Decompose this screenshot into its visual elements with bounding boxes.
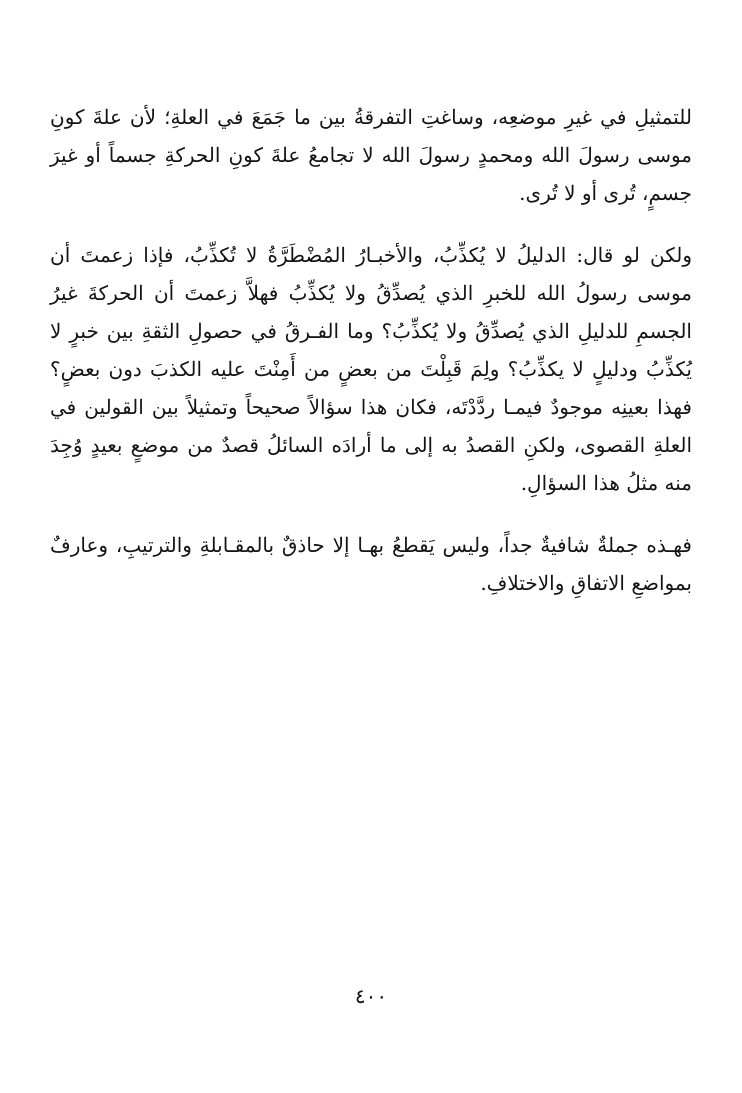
paragraph-3: فهـذه جملةٌ شافيةٌ جداً، وليس يَقطعُ بهـا إلا حاذقٌ بالمقـابلةِ والترتيبِ، وعارفٌ بمواضعِ الاتفاقِ والاختلافِ.	[50, 533, 692, 595]
paragraph-1: للتمثيلِ في غيرِ موضعِه، وساغتِ التفرقةُ بين ما جَمَعَ في العلةِ؛ لأن علةَ كونِ موسى رسولَ الله ومحمدٍ رسولَ الله لا تجامعُ علةَ كونِ الحركةِ جسماً أو غيرَ جسمٍ، تُرى أو لا تُرى.	[50, 105, 692, 205]
page-number: ٤٠٠	[354, 984, 388, 1008]
paragraph-2: ولكن لو قال: الدليلُ لا يُكذِّبُ، والأخبـارُ المُضْطَرَّةُ لا تُكذِّبُ، فإذا زعمتَ أن موسى رسولُ الله للخبرِ الذي يُصدِّقُ ولا يُكذِّبُ فهلاَّ زعمتَ أن الحركةَ غيرُ الجسمِ للدليلِ الذي يُصدِّقُ ولا يُكذِّبُ؟ وما الفـرقُ في حصولِ الثقةِ بين خبرٍ لا يُكذِّبُ ودليلٍ لا يكذِّبُ؟ ولِمَ قَبِلْتَ من بعضٍ من أَمِنْتَ عليه الكذبَ دون بعضٍ؟ فهذا بعينِه موجودٌ فيمـا ردَّدْتَه، فكان هذا سؤالاً صحيحاً وتمثيلاً بين القولين في العلةِ القصوى، ولكنِ القصدُ به إلى ما أرادَه السائلُ قصدٌ من موضعٍ بعيدٍ وُجِدَ منه مثلُ هذا السؤالِ.	[50, 243, 692, 495]
